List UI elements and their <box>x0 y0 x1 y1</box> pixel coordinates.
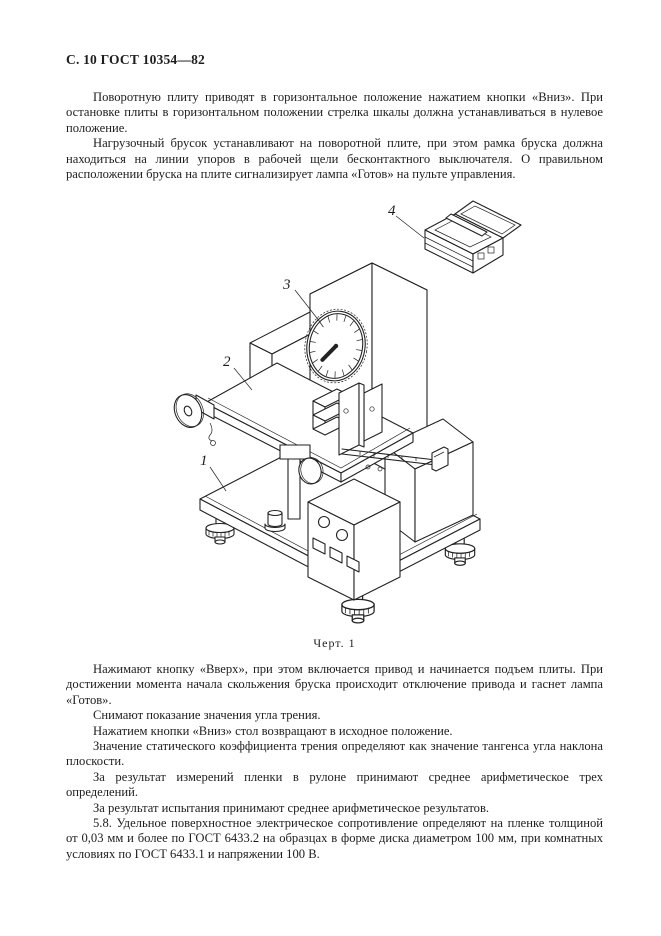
body-paragraph: Значение статического коэффициента трения определяют как значение тангенса угла наклона плоскости. <box>66 739 603 769</box>
body-paragraph: За результат измерений пленки в рулоне принимают среднее арифметическое трех определений. <box>66 769 603 800</box>
intro-text <box>66 90 603 182</box>
part-label-1: 1 <box>200 453 208 469</box>
lamp-indicator <box>337 530 348 541</box>
part-label-3: 3 <box>283 277 291 293</box>
part-label-4: 4 <box>388 203 396 219</box>
intro-paragraph: Нагрузочный брусок устанавливают на поворотной плите, при этом рамка бруска должна находиться на линии упоров в рабочей щели бесконтактного выключателя. О правильном расположении бруска на плите сигнализирует лампа «Готов» на пульте управления. <box>66 136 603 182</box>
body-paragraph: Нажатием кнопки «Вниз» стол возвращают в исходное положение. <box>93 723 453 738</box>
body-paragraph: За результат испытания принимают среднее арифметическое результатов. <box>93 800 490 815</box>
page-header: С. 10 ГОСТ 10354—82 <box>66 52 205 67</box>
lamp-ready <box>319 517 330 528</box>
handwheel <box>169 389 215 445</box>
body-paragraph: Нажимают кнопку «Вверх», при этом включается привод и начинается подъем плиты. При достижении момента начала скольжения бруска происходит отключение привода и гаснет лампа «Готов». <box>66 662 603 707</box>
figure-caption: Черт. 1 <box>313 636 356 650</box>
stop-cylinder <box>265 511 285 532</box>
control-panel <box>308 479 400 600</box>
part-label-2: 2 <box>223 354 231 370</box>
load-block-detail <box>425 201 521 273</box>
figure-drawing <box>130 197 550 639</box>
body-text <box>66 662 603 862</box>
body-paragraph: 5.8. Удельное поверхностное электрическое сопротивление определяют на пленке толщиной от 0,03 мм и более по ГОСТ 6433.2 на образцах в форме диска диаметром 100 мм, при комнатных условиях по ГОСТ 6433.1 и напряжении 100 В. <box>66 816 603 861</box>
intro-paragraph: Поворотную плиту приводят в горизонтальное положение нажатием кнопки «Вниз». При остановке плиты в горизонтальном положении стрелка шкалы должна устанавливаться в нулевое положение. <box>66 90 603 135</box>
body-paragraph: Снимают показание значения угла трения. <box>93 708 321 723</box>
